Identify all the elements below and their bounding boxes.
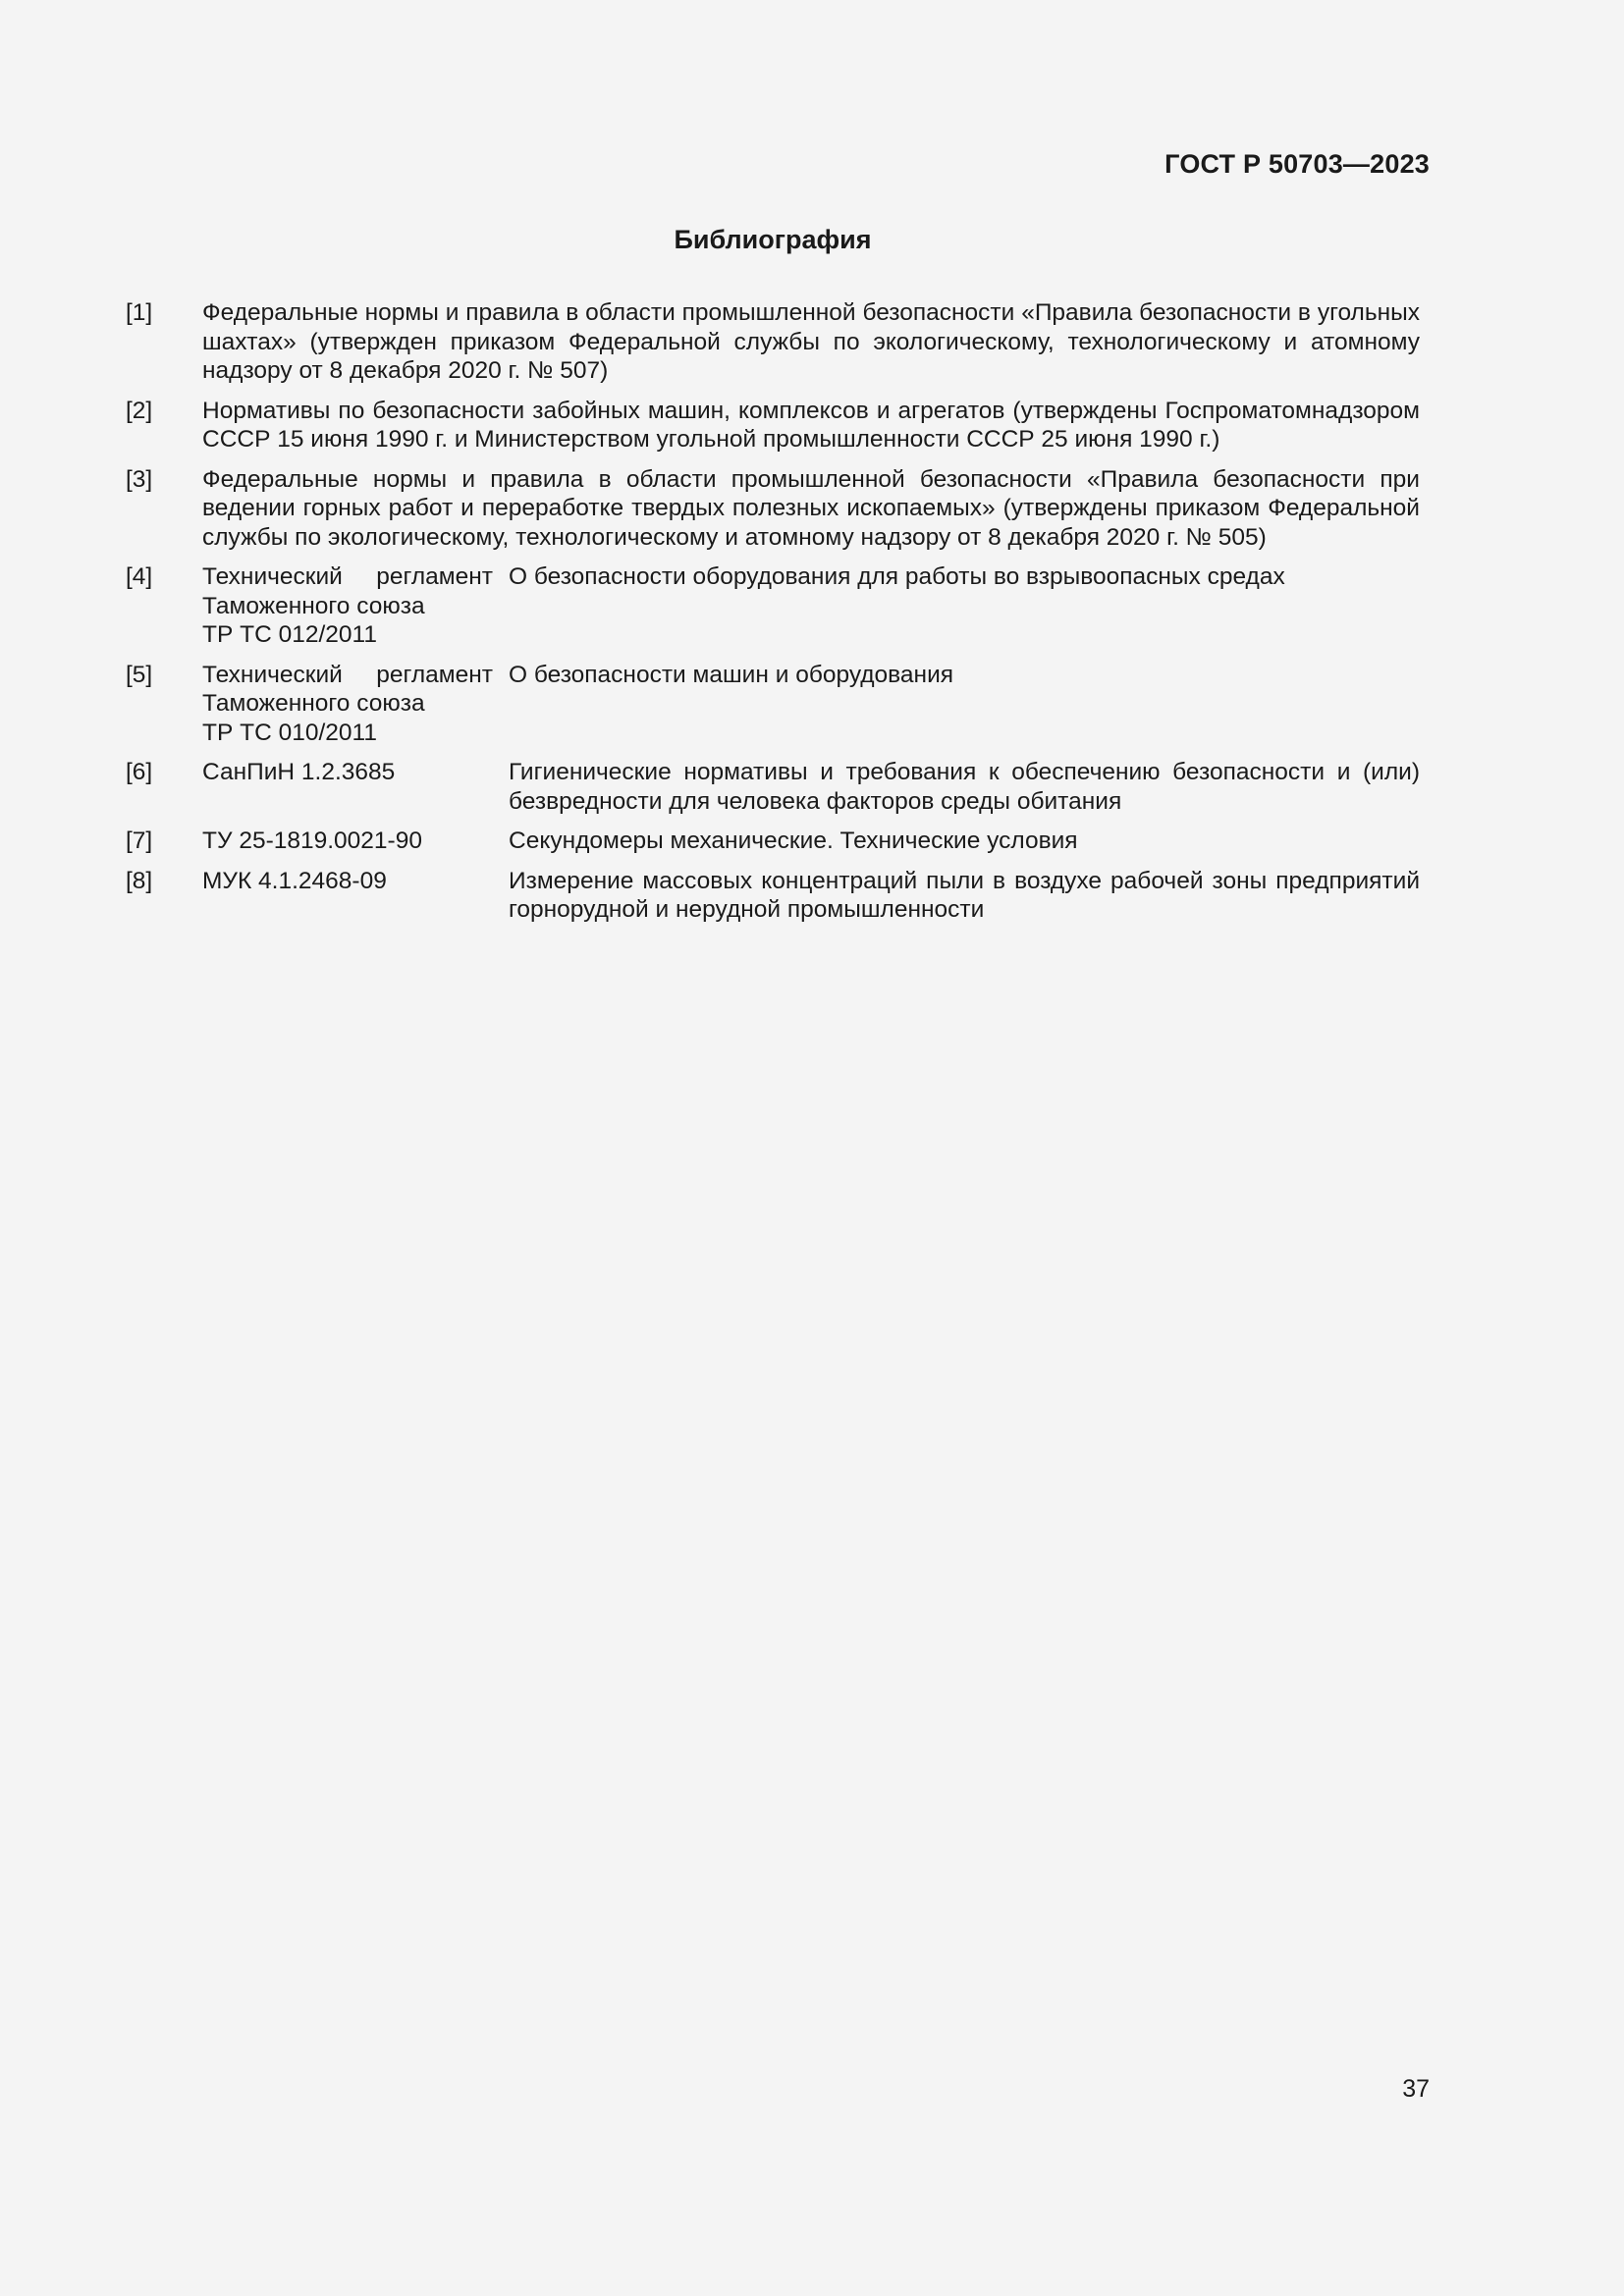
page-number: 37 [1402,2075,1430,2103]
entry-number: [3] [126,465,153,493]
bibliography-entry-2 [126,397,1420,454]
reference-line: СанПиН 1.2.3685 [202,759,396,785]
entry-number: [1] [126,299,153,326]
entry-number: [2] [126,397,153,424]
entry-title: О безопасности машин и оборудования [509,661,954,688]
bibliography-entry-8 [126,867,1420,925]
entry-reference [202,827,509,856]
entry-number: [5] [126,661,153,688]
entry-number: [8] [126,867,153,894]
entry-number: [6] [126,759,153,785]
bibliography-entry-4 [126,562,1420,650]
entry-reference [202,562,509,650]
entry-text: Федеральные нормы и правила в области промышленной безопасности «Правила безопасности в угольных шахтах» (утвержден приказом Федеральной службы по экологическому, технологическому и атомному надзору от 8 декабря 2020 г. № 507) [202,299,1420,384]
entry-title: Секундомеры механические. Технические условия [509,828,1078,854]
bibliography-entry-3 [126,465,1420,553]
bibliography-entry-1 [126,298,1420,386]
entry-reference [202,661,509,748]
entry-number: [4] [126,563,153,590]
section-title: Библиография [674,225,872,254]
bibliography-list [126,298,1420,935]
document-code: ГОСТ Р 50703—2023 [1164,149,1430,179]
entry-text: Нормативы по безопасности забойных машин, комплексов и агрегатов (утверждены Госпроматомнадзором СССР 15 июня 1990 г. и Министерством угольной промышленности СССР 25 июня 1990 г.) [202,397,1420,453]
reference-line: ТУ 25-1819.0021-90 [202,828,422,854]
bibliography-entry-5 [126,661,1420,748]
reference-line: Технический регламент [202,661,493,688]
entry-title: О безопасности оборудования для работы во взрывоопасных средах [509,563,1285,590]
entry-title: Гигиенические нормативы и требования к обеспечению безопасности и (или) безвредности для человека факторов среды обитания [509,759,1420,815]
reference-line: ТР ТС 012/2011 [202,621,377,648]
entry-title: Измерение массовых концентраций пыли в воздухе рабочей зоны предприятий горнорудной и нерудной промышленности [509,867,1420,923]
bibliography-entry-7 [126,827,1420,856]
reference-line: Таможенного союза [202,592,425,619]
entry-reference [202,758,509,816]
reference-line: Технический регламент [202,563,493,590]
reference-line: ТР ТС 010/2011 [202,719,377,746]
reference-line: МУК 4.1.2468-09 [202,867,387,894]
entry-reference [202,867,509,925]
bibliography-entry-6 [126,758,1420,816]
entry-text: Федеральные нормы и правила в области промышленной безопасности «Правила безопасности при ведении горных работ и переработке твердых полезных ископаемых» (утверждены приказом Федеральной службы по экологическому, технологическому и атомному надзору от 8 декабря 2020 г. № 505) [202,465,1420,551]
entry-number: [7] [126,828,153,854]
reference-line: Таможенного союза [202,690,425,717]
